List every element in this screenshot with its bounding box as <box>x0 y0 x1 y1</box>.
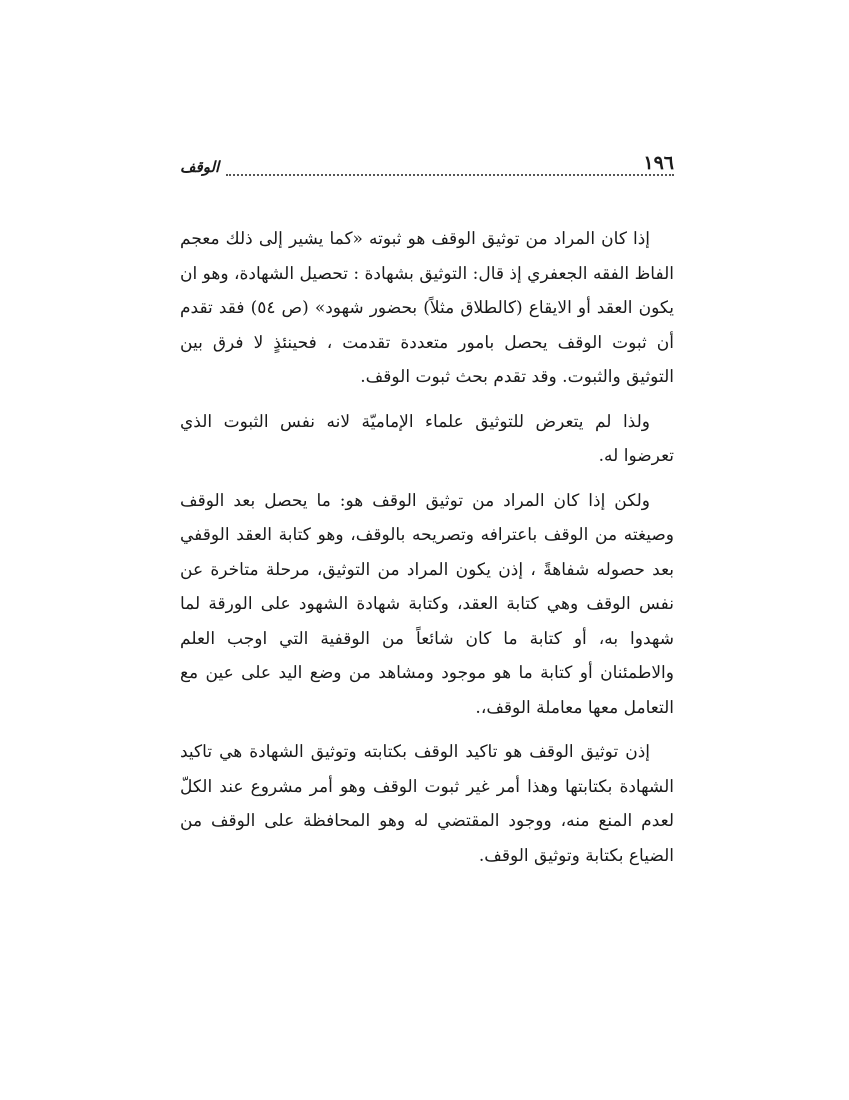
page-header <box>180 152 674 182</box>
header-dotted-rule <box>226 158 674 176</box>
paragraph: إذن توثيق الوقف هو تاكيد الوقف بكتابته وتوثيق الشهادة هي تاكيد الشهادة بكتابتها وهذا أمر غير ثبوت الوقف وهو أمر مشروع عند الكلّ لعدم المنع منه، ووجود المقتضي له وهو المحافظة على الوقف من الضياع بكتابة وتوثيق الوقف. <box>180 742 674 866</box>
page-body <box>180 222 674 883</box>
paragraph: ولذا لم يتعرض للتوثيق علماء الإماميّة لانه نفس الثبوت الذي تعرضوا له. <box>180 411 674 466</box>
page-number: ١٩٦ <box>643 152 674 174</box>
running-title: الوقف <box>180 158 220 176</box>
paragraph: إذا كان المراد من توثيق الوقف هو ثبوته «كما يشير إلى ذلك معجم الفاظ الفقه الجعفري إذ قال: التوثيق بشهادة : تحصيل الشهادة، وهو ان يكون العقد أو الايقاع (كالطلاق مثلاً) بحضور شهود» (ص ٥٤) فقد تقدم أن ثبوت الوقف يحصل بامور متعددة تقدمت ، فحينئذٍ لا فرق بين التوثيق والثبوت. وقد تقدم بحث ثبوت الوقف. <box>180 229 674 387</box>
paragraph: ولكن إذا كان المراد من توثيق الوقف هو: ما يحصل بعد الوقف وصيغته من الوقف باعترافه وتصريحه بالوقف، وهو كتابة العقد الوقفي بعد حصوله شفاهةً ، إذن يكون المراد من التوثيق، مرحلة متاخرة عن نفس الوقف وهي كتابة العقد، وكتابة شهادة الشهود على الورقة لما شهدوا به، أو كتابة ما كان شائعاً من الوقفية التي اوجب العلم والاطمئنان أو كتابة ما هو موجود ومشاهد من وضع اليد على عين مع التعامل معها معاملة الوقف،. <box>180 490 674 718</box>
